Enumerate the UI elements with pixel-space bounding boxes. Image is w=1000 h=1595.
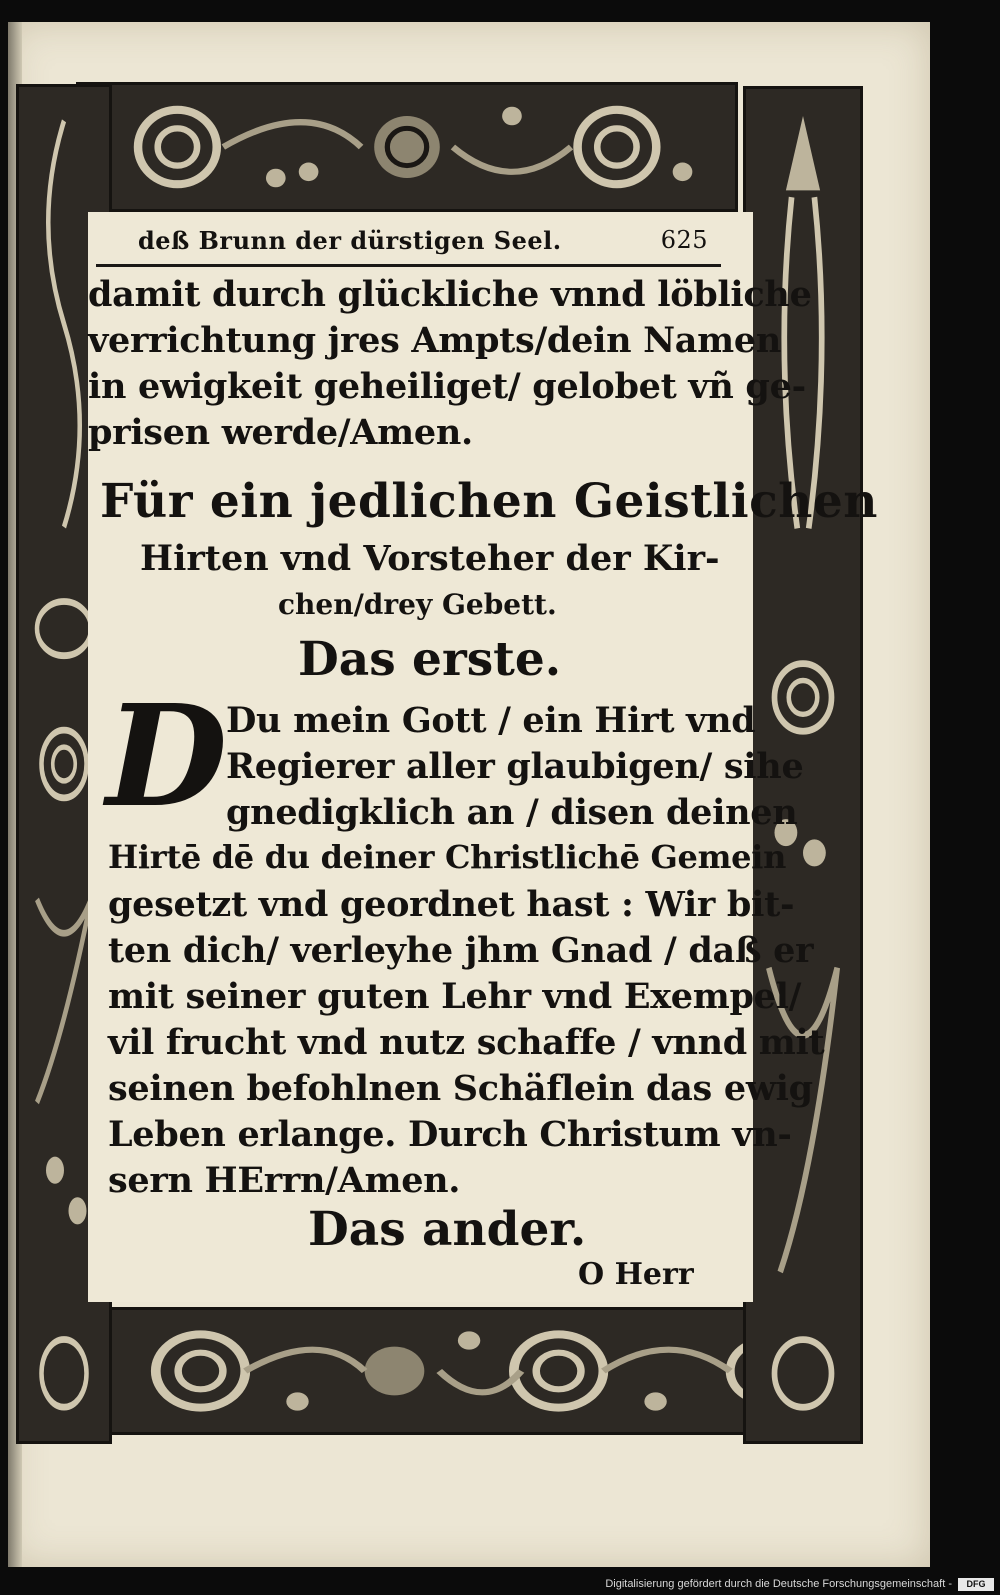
- body-line: Leben erlange. Durch Christum vn-: [108, 1114, 792, 1155]
- digitization-footer: [0, 1575, 1000, 1595]
- body-line: verrichtung jres Ampts/dein Namen: [88, 320, 782, 361]
- section-title-first: Das erste.: [298, 632, 562, 687]
- body-line: Regierer aller glaubigen/ sihe: [226, 746, 804, 787]
- heading-line: Hirten vnd Vorsteher der Kir-: [140, 538, 720, 579]
- body-line: gesetzt vnd geordnet hast : Wir bit-: [108, 884, 795, 925]
- section-title-second: Das ander.: [308, 1202, 587, 1257]
- body-line: Hirtē dē du deiner Christlichē Gemein: [108, 838, 787, 876]
- footer-credit: Digitalisierung gefördert durch die Deutsche Forschungsgemeinschaft -: [605, 1578, 952, 1590]
- dfg-logo: DFG: [958, 1578, 994, 1591]
- body-line: in ewigkeit geheiliget/ gelobet vñ ge-: [88, 366, 806, 407]
- page-number: 625: [660, 226, 708, 254]
- woodcut-border-top: [76, 82, 738, 212]
- heading-line: chen/drey Gebett.: [278, 588, 557, 621]
- body-line: seinen befohlnen Schäflein das ewig: [108, 1068, 813, 1109]
- book-page: [8, 22, 930, 1567]
- heading-line: Für ein jedlichen Geistlichen: [100, 474, 878, 529]
- body-line: damit durch glückliche vnnd löbliche: [88, 274, 812, 315]
- decorated-initial: D: [106, 675, 228, 839]
- body-line: prisen werde/Amen.: [88, 412, 473, 453]
- running-head: [118, 222, 728, 258]
- body-line: gnedigklich an / disen deinen: [226, 792, 798, 833]
- body-line: sern HErrn/Amen.: [108, 1160, 461, 1201]
- text-block: [88, 212, 878, 1302]
- body-line: vil frucht vnd nutz schaffe / vnnd mit: [108, 1022, 825, 1063]
- body-line: Du mein Gott / ein Hirt vnd: [226, 700, 756, 741]
- body-line: mit seiner guten Lehr vnd Exempel/: [108, 976, 802, 1017]
- header-rule: [96, 264, 721, 267]
- running-head-title: deß Brunn der dürstigen Seel.: [138, 226, 562, 255]
- catchword: O Herr: [578, 1257, 694, 1292]
- body-line: ten dich/ verleyhe jhm Gnad / daß er: [108, 930, 814, 971]
